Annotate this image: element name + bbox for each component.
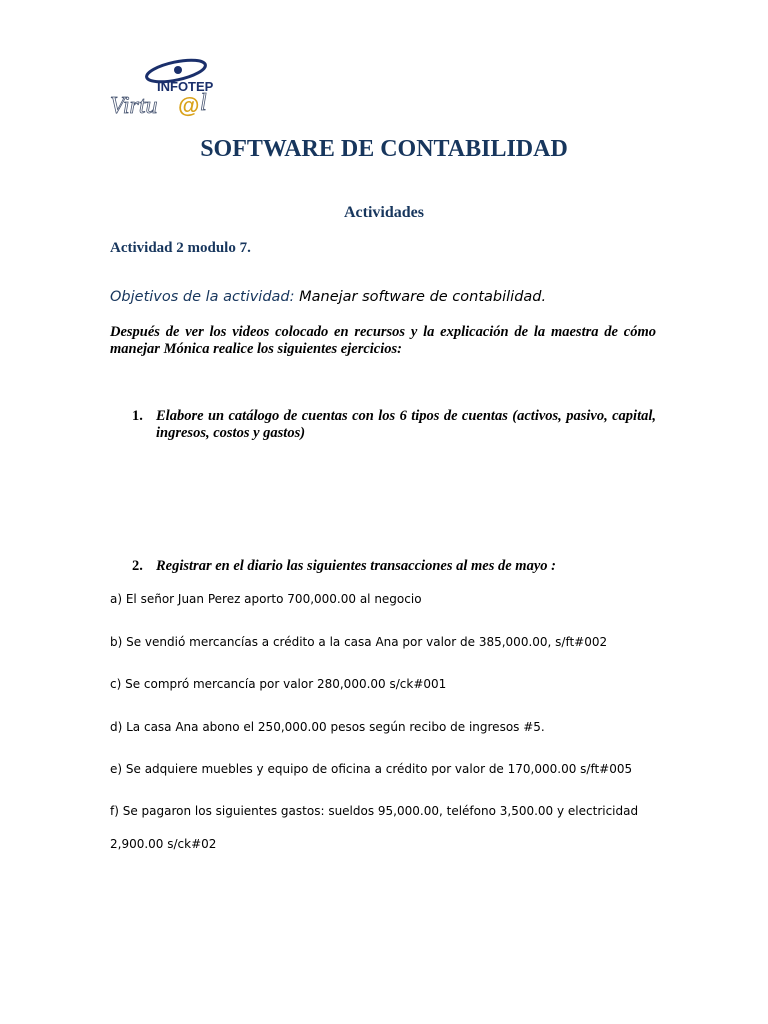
- transaction-item: d) La casa Ana abono el 250,000.00 pesos según recibo de ingresos #5.: [110, 720, 545, 734]
- transaction-item: a) El señor Juan Perez aporto 700,000.00 al negocio: [110, 592, 422, 606]
- document-title: SOFTWARE DE CONTABILIDAD: [200, 136, 568, 162]
- item-number: 1.: [132, 408, 143, 424]
- infotep-logo-icon: [108, 58, 218, 120]
- objectives-line: [110, 289, 546, 305]
- item-text: Elabore un catálogo de cuentas con los 6 tipos de cuentas (activos, pasivo, capital, ingresos, costos y gastos): [156, 408, 656, 441]
- activity-reference: Actividad 2 modulo 7.: [110, 240, 251, 256]
- objectives-label: Objetivos de la actividad:: [110, 289, 295, 305]
- transaction-item: f) Se pagaron los siguientes gastos: sueldos 95,000.00, teléfono 3,500.00 y electricidad: [110, 804, 639, 818]
- transaction-item: c) Se compró mercancía por valor 280,000.00 s/ck#001: [110, 677, 447, 691]
- document-subtitle: Actividades: [344, 204, 424, 221]
- logo-at-symbol: @: [178, 93, 200, 118]
- item-text: Registrar en el diario las siguientes transacciones al mes de mayo :: [156, 558, 556, 574]
- objectives-end: .: [541, 289, 547, 305]
- logo-top-text: INFOTEP: [157, 79, 214, 94]
- numbered-item: [110, 408, 656, 442]
- transaction-item: e) Se adquiere muebles y equipo de oficina a crédito por valor de 170,000.00 s/ft#005: [110, 762, 633, 776]
- intro-paragraph: Después de ver los videos colocado en recursos y la explicación de la maestra de cómo manejar Mónica realice los siguientes ejercicios:: [110, 324, 656, 357]
- objectives-value: Manejar software de contabilidad: [294, 289, 542, 305]
- transaction-item: 2,900.00 s/ck#02: [110, 837, 217, 851]
- logo-tail-text: l: [200, 90, 207, 116]
- transaction-item: b) Se vendió mercancías a crédito a la casa Ana por valor de 385,000.00, s/ft#002: [110, 635, 608, 649]
- item-number: 2.: [132, 558, 143, 574]
- numbered-item: [110, 558, 656, 575]
- logo-script-text: Virtu: [110, 93, 158, 119]
